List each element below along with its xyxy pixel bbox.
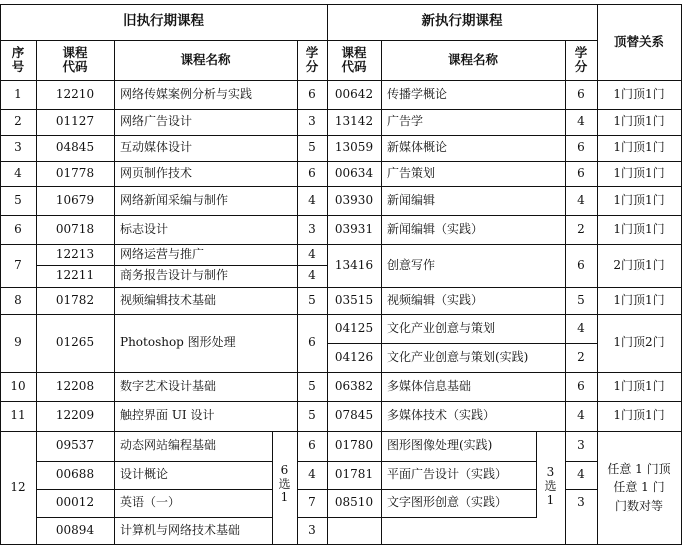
seq-cell: 8 — [14, 292, 22, 307]
new-credit-cell: 6 — [577, 378, 585, 393]
new-name-cell: 多媒体技术（实践） — [387, 408, 496, 423]
new-name-cell: 平面广告设计（实践） — [387, 467, 508, 482]
old-code-cell: 12209 — [55, 408, 95, 423]
relation-header: 顶替关系 — [613, 33, 664, 49]
seq-cell: 9 — [14, 335, 22, 350]
new-name-cell: 文化产业创意与策划(实践) — [387, 349, 529, 364]
new-name-cell: 新闻编辑（实践） — [387, 221, 484, 236]
old-credit-cell: 7 — [308, 495, 316, 510]
new-credit-cell: 2 — [577, 349, 585, 364]
seq-cell: 5 — [14, 192, 22, 207]
old-credit-cell: 4 — [308, 268, 316, 283]
old-name-cell: 动态网站编程基础 — [120, 438, 217, 453]
old-code-cell: 12208 — [55, 378, 95, 393]
old-name-cell: 英语（一） — [120, 495, 181, 510]
new-code-cell: 04125 — [334, 320, 374, 335]
new-code-cell: 00642 — [334, 86, 374, 101]
old-code-cell: 01127 — [55, 114, 95, 129]
new-code-cell: 03515 — [334, 292, 374, 307]
old-code-cell: 00688 — [55, 467, 95, 482]
new-name-cell: 广告学 — [387, 114, 424, 129]
old-credit-cell: 3 — [308, 221, 316, 236]
old-credit-cell: 4 — [308, 467, 316, 482]
old-code-cell: 01782 — [55, 292, 95, 307]
new-code-header: 课程 代码 — [341, 44, 367, 74]
old-code-cell: 04845 — [55, 140, 95, 155]
new-name-cell: 图形图像处理(实践) — [387, 438, 493, 453]
relation-cell: 1门顶1门 — [613, 165, 665, 180]
old-credit-cell: 3 — [308, 114, 316, 129]
new-name-cell: 传播学概论 — [387, 86, 448, 101]
old-name-header: 课程名称 — [180, 51, 231, 67]
grid-line — [0, 544, 682, 545]
new-name-cell: 文字图形创意（实践） — [387, 495, 508, 510]
seq-cell: 10 — [10, 378, 26, 393]
old-name-cell: 设计概论 — [120, 467, 169, 482]
new-credit-cell: 4 — [577, 192, 585, 207]
new-credit-cell: 4 — [577, 408, 585, 423]
new-credit-cell: 6 — [577, 165, 585, 180]
relation-cell: 1门顶1门 — [613, 408, 665, 423]
grid-line — [681, 4, 682, 545]
old-credit-cell: 5 — [308, 378, 316, 393]
new-code-cell: 04126 — [334, 349, 374, 364]
new-code-cell: 06382 — [334, 378, 374, 393]
relation-cell: 1门顶1门 — [613, 378, 665, 393]
relation-cell: 2门顶1门 — [613, 257, 665, 272]
old-credit-cell: 5 — [308, 292, 316, 307]
old-name-cell: 网络传媒案例分析与实践 — [120, 86, 253, 101]
grid-line — [327, 517, 537, 518]
old-code-cell: 00718 — [55, 221, 95, 236]
old-code-cell: 00012 — [55, 495, 95, 510]
old-credit-cell: 5 — [308, 408, 316, 423]
old-code-header: 课程 代码 — [62, 44, 88, 74]
old-credit-cell: 4 — [308, 246, 316, 261]
new-credit-cell: 6 — [577, 86, 585, 101]
seq-cell: 1 — [14, 86, 22, 101]
old-code-cell: 12211 — [55, 268, 95, 283]
old-code-cell: 01778 — [55, 165, 95, 180]
new-choose-note: 3 选 1 — [544, 465, 557, 507]
seq-cell: 6 — [14, 221, 22, 236]
new-code-cell: 08510 — [334, 495, 374, 510]
old-name-cell: 触控界面 UI 设计 — [120, 408, 215, 423]
new-credit-cell: 5 — [577, 292, 585, 307]
seq-cell: 7 — [14, 257, 22, 272]
new-credit-cell: 4 — [577, 467, 585, 482]
new-credit-cell: 6 — [577, 140, 585, 155]
new-credit-cell: 3 — [577, 495, 585, 510]
old-choose-note: 6 选 1 — [278, 462, 291, 505]
old-name-cell: 互动媒体设计 — [120, 140, 193, 155]
relation-cell: 任意 1 门顶 任意 1 门 门数对等 — [607, 461, 671, 513]
new-name-cell: 新闻编辑 — [387, 192, 436, 207]
old-name-cell: 网页制作技术 — [120, 165, 193, 180]
relation-cell: 1门顶1门 — [613, 140, 665, 155]
new-name-cell: 广告策划 — [387, 165, 436, 180]
relation-cell: 1门顶1门 — [613, 86, 665, 101]
new-code-cell: 13416 — [334, 257, 374, 272]
old-name-cell: 视频编辑技术基础 — [120, 292, 217, 307]
new-code-cell: 13142 — [334, 114, 374, 129]
new-name-cell: 新媒体概论 — [387, 140, 448, 155]
new-code-cell: 03930 — [334, 192, 374, 207]
old-credit-cell: 6 — [308, 438, 316, 453]
new-credit-cell: 2 — [577, 221, 585, 236]
relation-cell: 1门顶1门 — [613, 114, 665, 129]
old-credit-header: 学 分 — [305, 44, 319, 74]
seq-cell: 11 — [10, 408, 26, 423]
old-code-cell: 12213 — [55, 246, 95, 261]
new-credit-cell: 6 — [577, 257, 585, 272]
old-credit-cell: 4 — [308, 192, 316, 207]
seq-header: 序 号 — [11, 44, 25, 74]
old-credit-cell: 6 — [308, 86, 316, 101]
new-period-header: 新执行期课程 — [421, 13, 503, 30]
new-name-cell: 文化产业创意与策划 — [387, 320, 496, 335]
new-name-cell: 多媒体信息基础 — [387, 378, 472, 393]
old-name-cell: 网络广告设计 — [120, 114, 193, 129]
new-credit-header: 学 分 — [574, 44, 588, 74]
seq-cell: 3 — [14, 140, 22, 155]
new-name-header: 课程名称 — [447, 51, 498, 67]
old-name-cell: 计算机与网络技术基础 — [120, 522, 241, 537]
old-code-cell: 01265 — [55, 335, 95, 350]
seq-cell: 4 — [14, 165, 22, 180]
new-credit-cell: 3 — [577, 438, 585, 453]
old-name-cell: 数字艺术设计基础 — [120, 378, 217, 393]
old-code-cell: 10679 — [55, 192, 95, 207]
old-code-cell: 12210 — [55, 86, 95, 101]
new-code-cell: 01781 — [334, 467, 374, 482]
old-code-cell: 00894 — [55, 522, 95, 537]
relation-cell: 1门顶1门 — [613, 221, 665, 236]
old-credit-cell: 5 — [308, 140, 316, 155]
new-code-cell: 07845 — [334, 408, 374, 423]
seq-cell: 2 — [14, 114, 22, 129]
new-code-cell: 00634 — [334, 165, 374, 180]
old-name-cell: 网络运营与推广 — [120, 246, 205, 261]
relation-cell: 1门顶2门 — [613, 335, 665, 350]
new-credit-cell: 4 — [577, 114, 585, 129]
old-name-cell: 商务报告设计与制作 — [120, 268, 229, 283]
old-code-cell: 09537 — [55, 438, 95, 453]
new-code-cell: 13059 — [334, 140, 374, 155]
new-code-cell: 03931 — [334, 221, 374, 236]
old-credit-cell: 6 — [308, 335, 316, 350]
old-credit-cell: 3 — [308, 522, 316, 537]
new-credit-cell: 4 — [577, 320, 585, 335]
new-name-cell: 创意写作 — [387, 257, 436, 272]
new-name-cell: 视频编辑（实践） — [387, 292, 484, 307]
new-code-cell: 01780 — [334, 438, 374, 453]
old-name-cell: 网络新闻采编与制作 — [120, 192, 229, 207]
old-name-cell: Photoshop 图形处理 — [120, 335, 236, 350]
old-credit-cell: 6 — [308, 165, 316, 180]
old-name-cell: 标志设计 — [120, 221, 169, 236]
seq-cell: 12 — [10, 479, 26, 494]
relation-cell: 1门顶1门 — [613, 292, 665, 307]
old-period-header: 旧执行期课程 — [123, 13, 204, 30]
relation-cell: 1门顶1门 — [613, 192, 665, 207]
